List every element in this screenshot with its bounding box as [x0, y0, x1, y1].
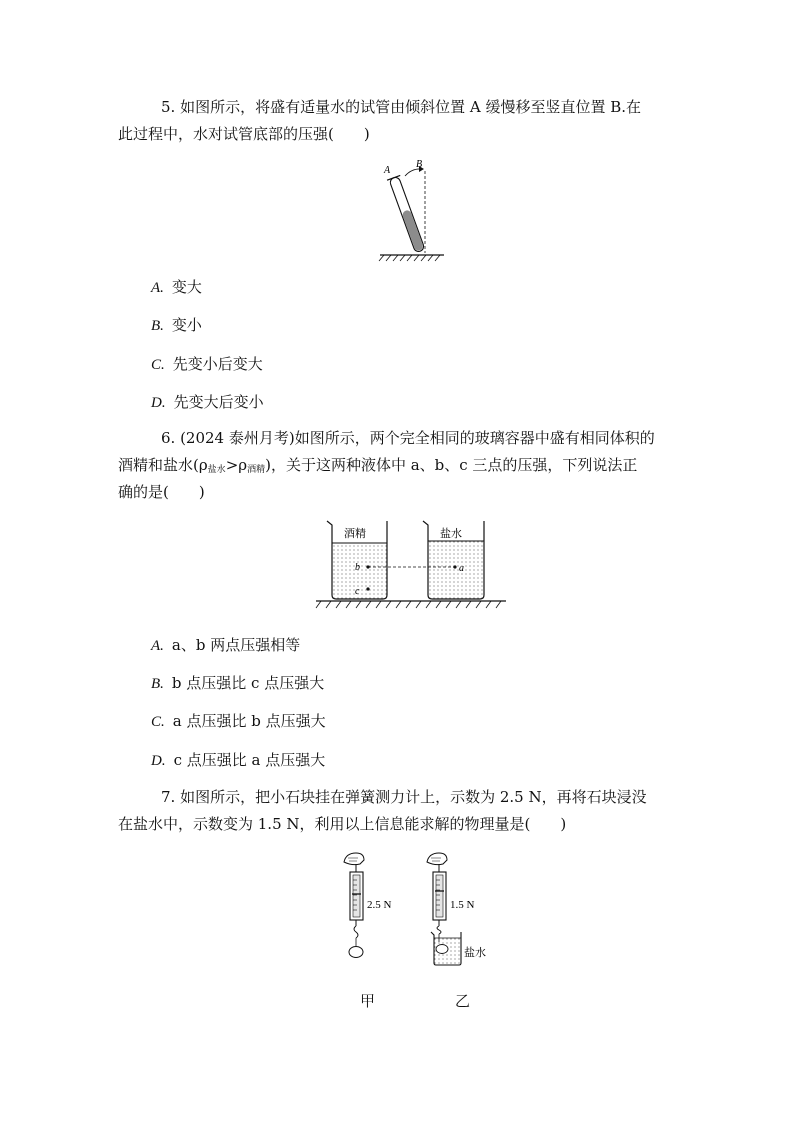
q6-option-a[interactable]: [151, 634, 300, 657]
q7-caption-left: 甲: [360, 992, 376, 1010]
q6-point-a: a: [459, 563, 464, 574]
option-text: a、b 两点压强相等: [171, 636, 301, 654]
q5-option-a[interactable]: [151, 276, 202, 299]
q6-point-b: b: [355, 562, 360, 573]
option-letter: B.: [151, 318, 164, 334]
q6-line2-part2: >ρ: [225, 456, 248, 474]
q5-option-c[interactable]: [151, 353, 263, 376]
option-text: 先变小后变大: [172, 355, 263, 373]
q6-containers-figure: [313, 517, 509, 613]
q7-spring-scale-figure: [330, 850, 500, 972]
q7-liquid-label: 盐水: [464, 946, 486, 959]
option-letter: D.: [151, 395, 166, 411]
option-letter: C.: [151, 714, 165, 730]
q6-option-c[interactable]: [151, 710, 326, 733]
q5-label-a: A: [384, 165, 391, 176]
option-text: b 点压强比 c 点压强大: [171, 674, 325, 692]
option-text: 变小: [171, 316, 202, 334]
q6-subscript-brine: 盐水: [207, 465, 226, 475]
option-letter: D.: [151, 753, 166, 769]
q6-option-b[interactable]: [151, 672, 324, 695]
q7-text-line2: 在盐水中，示数变为 1.5 N，利用以上信息能求解的物理量是( ): [118, 815, 567, 833]
option-letter: A.: [151, 280, 164, 296]
q5-label-b: B: [416, 159, 423, 170]
q5-text-line1: 5. 如图所示，将盛有适量水的试管由倾斜位置 A 缓慢移至竖直位置 B.在: [161, 98, 642, 116]
option-letter: A.: [151, 638, 164, 654]
option-text: 先变大后变小: [173, 393, 264, 411]
option-text: 变大: [171, 278, 202, 296]
q5-test-tube-figure: [372, 156, 448, 264]
q6-line2-part3: )，关于这两种液体中 a、b、c 三点的压强，下列说法正: [265, 456, 638, 474]
q6-label-alcohol: 酒精: [344, 527, 366, 540]
q6-text-line1: 6. (2024 泰州月考)如图所示，两个完全相同的玻璃容器中盛有相同体积的: [161, 429, 655, 447]
q6-text-line2: [118, 454, 637, 481]
option-text: c 点压强比 a 点压强大: [173, 751, 326, 769]
option-letter: B.: [151, 676, 164, 692]
q7-reading-left: 2.5 N: [367, 899, 392, 911]
q7-reading-right: 1.5 N: [450, 899, 475, 911]
q6-point-c: c: [355, 586, 360, 597]
hand-icon: [427, 853, 447, 865]
option-letter: C.: [151, 357, 165, 373]
q7-caption-right: 乙: [455, 992, 471, 1010]
q6-subscript-alcohol: 酒精: [247, 465, 266, 475]
hand-icon: [344, 853, 364, 865]
q7-text-line1: 7. 如图所示，把小石块挂在弹簧测力计上，示数为 2.5 N，再将石块浸没: [161, 788, 647, 806]
q6-label-brine: 盐水: [440, 527, 462, 540]
q5-text-line2: 此过程中，水对试管底部的压强( ): [118, 125, 370, 143]
q5-option-d[interactable]: [151, 391, 264, 414]
q6-text-line3: 确的是( ): [118, 483, 205, 501]
option-text: a 点压强比 b 点压强大: [172, 712, 326, 730]
q6-option-d[interactable]: [151, 749, 325, 772]
q6-line2-part1: 酒精和盐水(ρ: [118, 456, 208, 474]
q5-option-b[interactable]: [151, 314, 202, 337]
